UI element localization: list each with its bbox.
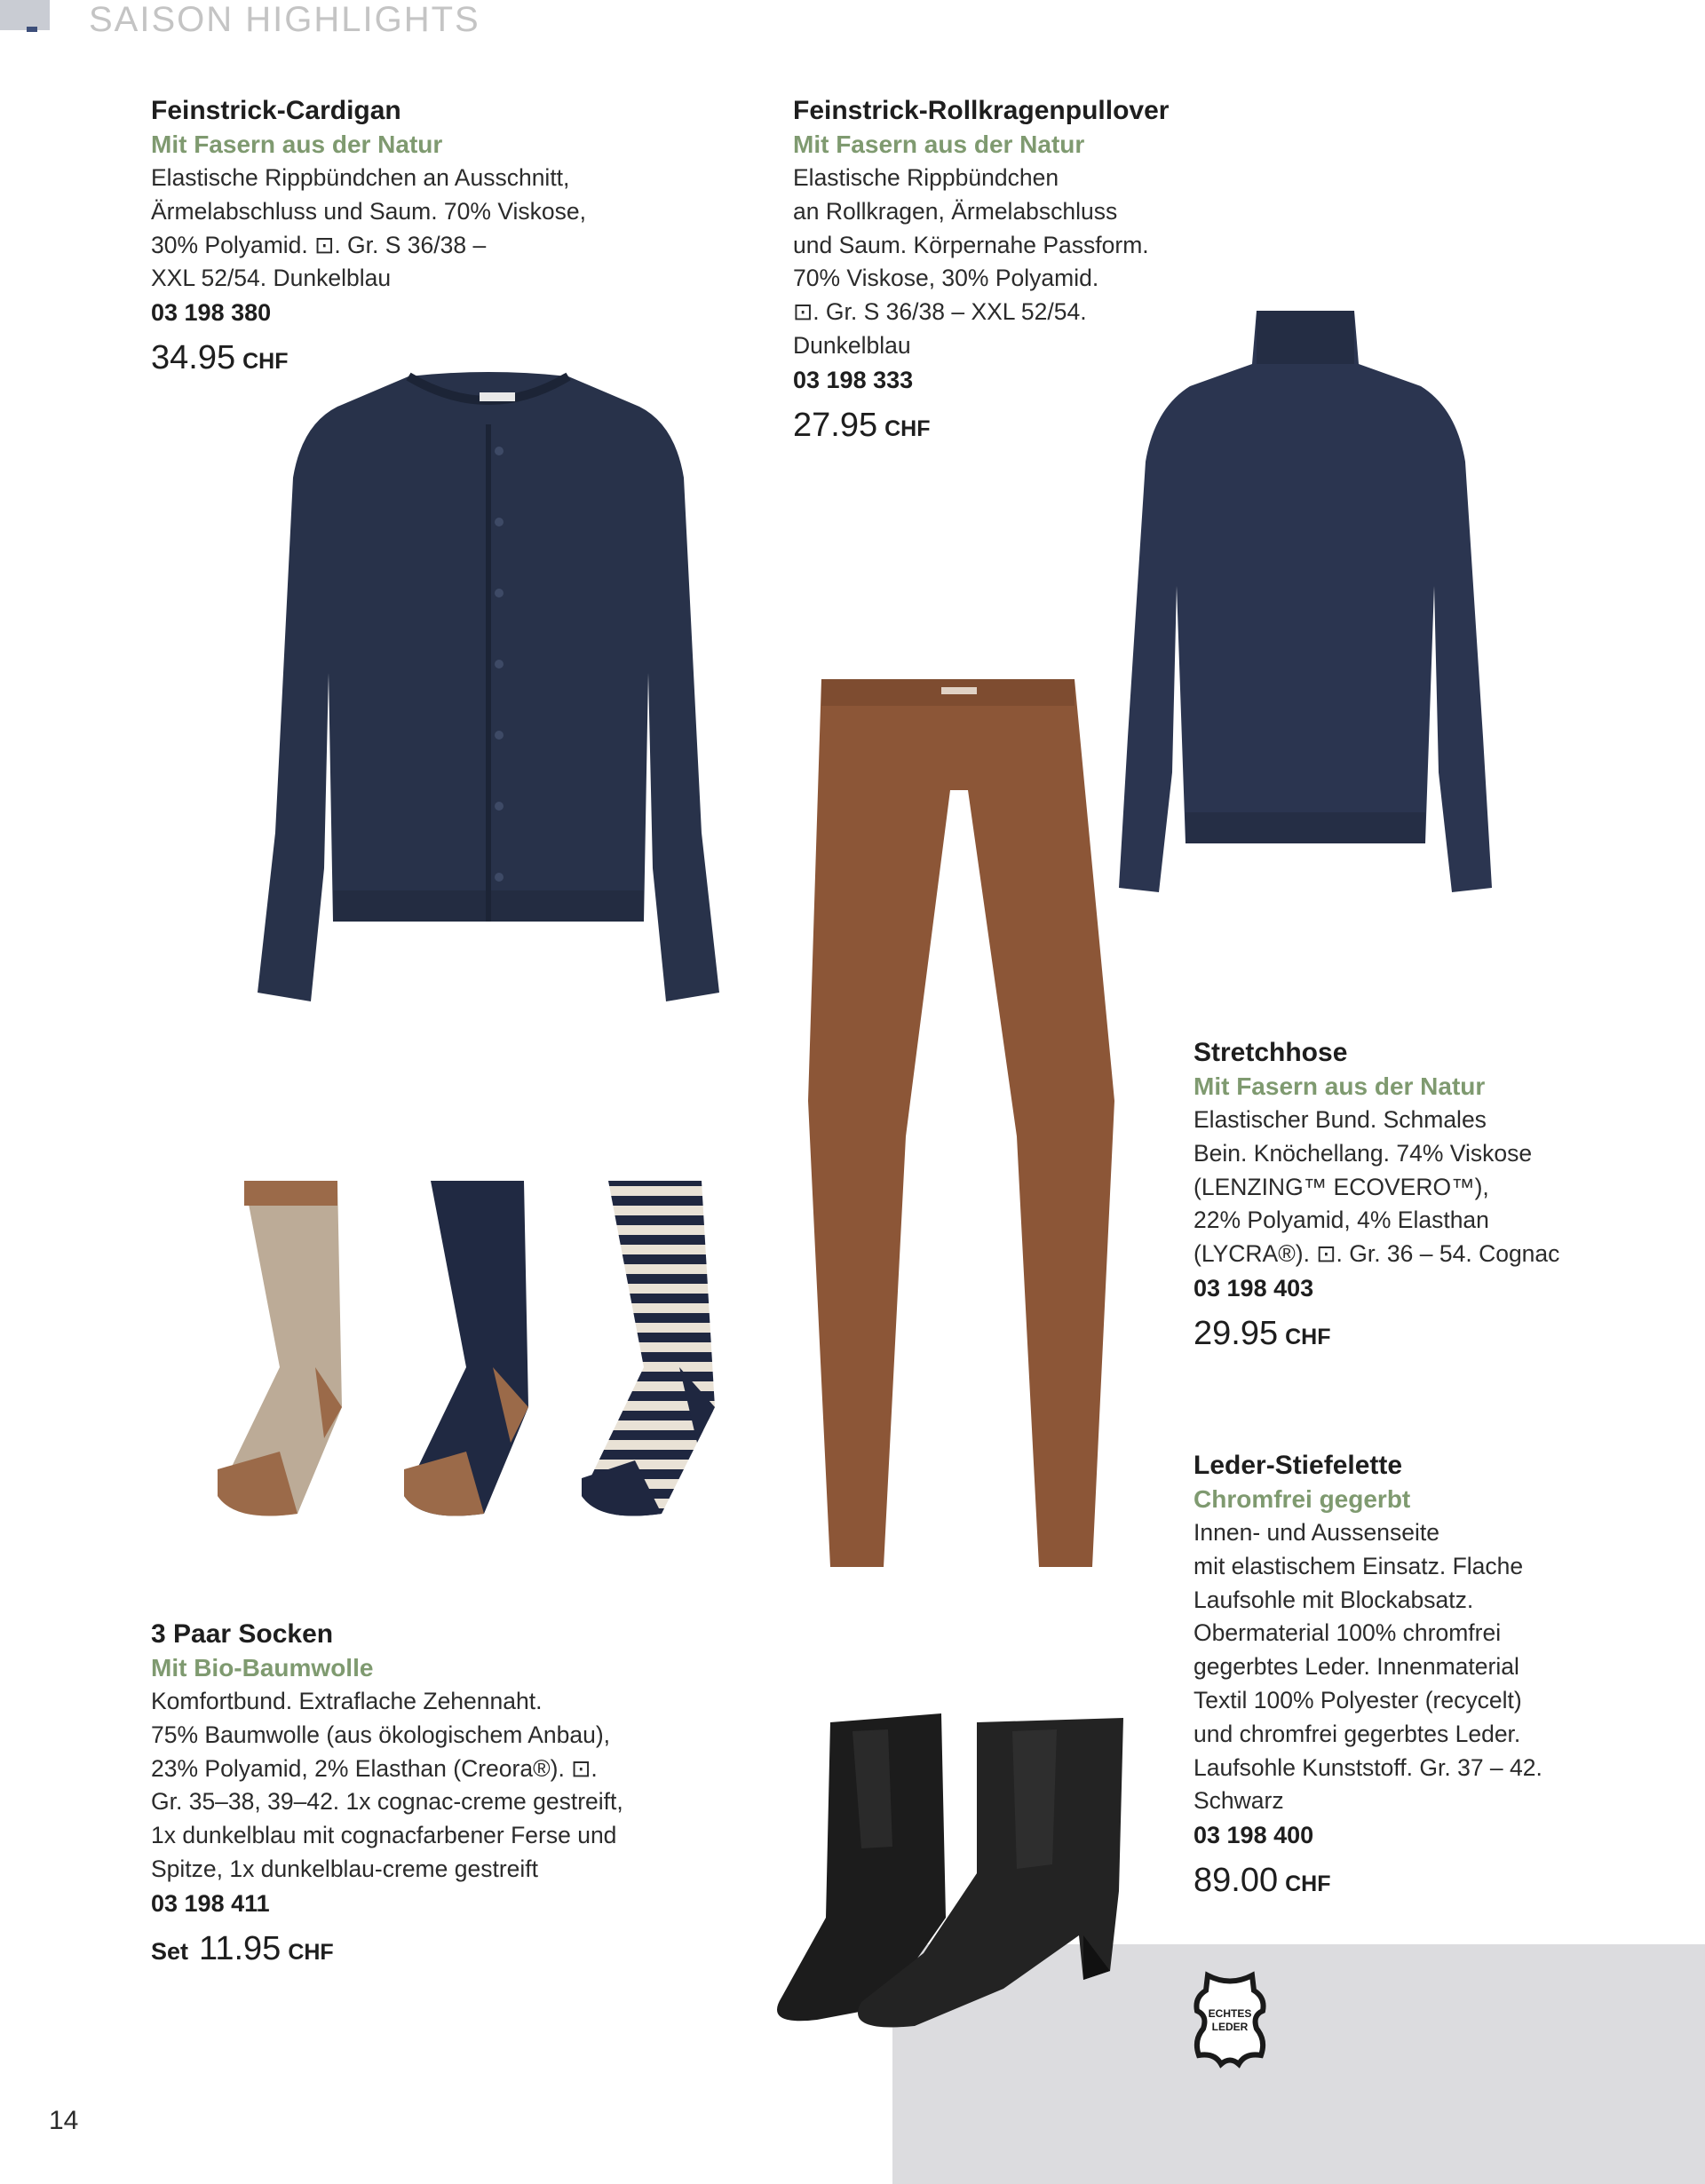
product-code: 03 198 380 (151, 299, 272, 327)
header-marker (27, 27, 37, 32)
price-currency: CHF (1285, 1324, 1331, 1349)
product-subtitle: Mit Fasern aus der Natur (793, 131, 1085, 158)
cardigan-image (249, 371, 728, 1010)
product-name: Feinstrick-Rollkragenpullover (793, 96, 1170, 125)
badge-line-1: ECHTES (1208, 2007, 1252, 2020)
price-currency: CHF (1285, 1871, 1331, 1897)
price-prefix: Set (151, 1937, 189, 1965)
product-subtitle: Mit Bio-Baumwolle (151, 1654, 374, 1682)
price-currency: CHF (242, 349, 289, 375)
badge-line-2: LEDER (1211, 2021, 1249, 2033)
product-name: Stretchhose (1194, 1038, 1348, 1067)
turtleneck-image (1110, 311, 1501, 897)
product-price (1194, 1314, 1691, 1360)
product-stretchhose (1194, 1036, 1691, 1360)
product-description: Elastische Rippbündchen an Rollkragen, Ärmelabschluss und Saum. Körpernahe Passform. 70% Viskose, 30% Polyamid. ⊡. Gr. S 36/38 – XXL 52/54. Dunkelblau (793, 164, 1149, 359)
page-number: 14 (49, 2106, 79, 2135)
product-description: Komfortbund. Extraflache Zehennaht. 75% Baumwolle (aus ökologischem Anbau), 23% Polyamid, 2% Elasthan (Creora®). ⊡. Gr. 35–38, 39–42. 1x cognac-creme gestreift, 1x dunkelblau mit cognacfarbener Ferse und Spitze, 1x dunkelblau-creme gestreift (151, 1688, 623, 1882)
product-price (1194, 1861, 1691, 1907)
product-code: 03 198 403 (1194, 1274, 1314, 1302)
product-stiefelette (1194, 1449, 1691, 1907)
price-currency: CHF (288, 1939, 334, 1965)
product-description: Innen- und Aussenseite mit elastischem Einsatz. Flache Laufsohle mit Blockabsatz. Obermaterial 100% chromfrei gegerbtes Leder. Innenmaterial Textil 100% Polyester (recycelt) und chromfrei gegerbtes Leder. Laufsohle Kunststoff. Gr. 37 – 42. Schwarz (1194, 1519, 1542, 1815)
product-name: 3 Paar Socken (151, 1619, 334, 1649)
product-name: Leder-Stiefelette (1194, 1451, 1403, 1480)
product-code: 03 198 400 (1194, 1822, 1314, 1849)
price-amount: 11.95 (199, 1929, 282, 1967)
header-tab (0, 0, 50, 30)
section-title: SAISON HIGHLIGHTS (89, 0, 480, 39)
product-description: Elastischer Bund. Schmales Bein. Knöchellang. 74% Viskose (LENZING™ ECOVERO™), 22% Polyamid, 4% Elasthan (LYCRA®). ⊡. Gr. 36 – 54. Cognac (1194, 1106, 1560, 1268)
product-cardigan (151, 94, 648, 384)
product-socken (151, 1618, 684, 1975)
product-code: 03 198 333 (793, 366, 914, 393)
product-subtitle: Mit Fasern aus der Natur (1194, 1072, 1486, 1100)
price-amount: 89.00 (1194, 1862, 1279, 1900)
product-price (151, 1929, 684, 1975)
product-subtitle: Chromfrei gegerbt (1194, 1485, 1411, 1513)
product-subtitle: Mit Fasern aus der Natur (151, 131, 443, 158)
trousers-image (799, 675, 1119, 1571)
product-code: 03 198 411 (151, 1889, 270, 1917)
socks-image (164, 1176, 733, 1523)
echtes-leder-icon (1190, 1971, 1270, 2069)
price-amount: 29.95 (1194, 1314, 1279, 1352)
price-amount: 27.95 (793, 406, 878, 444)
product-description: Elastische Rippbündchen an Ausschnitt, Ärmelabschluss und Saum. 70% Viskose, 30% Polyamid. ⊡. Gr. S 36/38 – XXL 52/54. Dunkelblau (151, 164, 587, 292)
price-amount: 34.95 (151, 339, 236, 377)
price-currency: CHF (884, 415, 931, 441)
boots-image (710, 1696, 1128, 2033)
product-name: Feinstrick-Cardigan (151, 96, 401, 125)
